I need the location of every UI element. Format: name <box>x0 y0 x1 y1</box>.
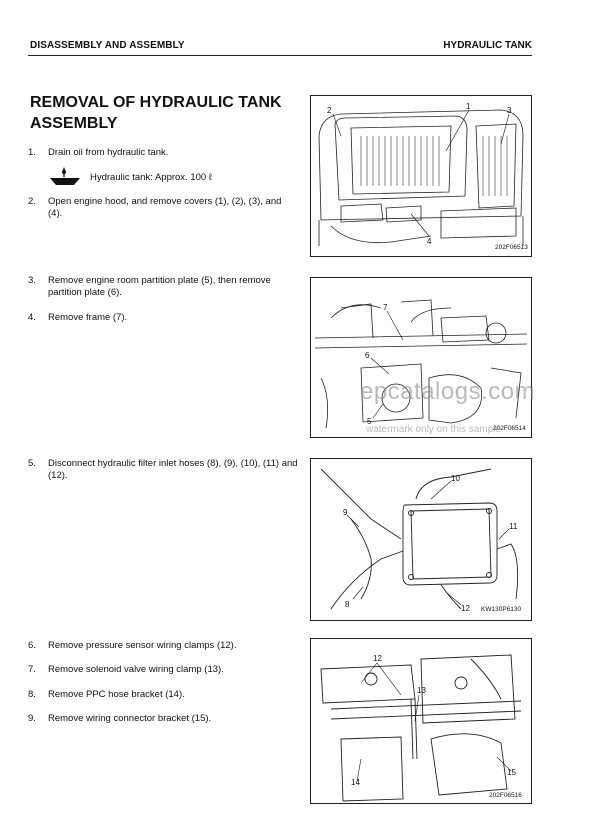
step-5 <box>28 458 298 482</box>
callout-14: 14 <box>351 778 360 787</box>
step-1 <box>28 147 298 159</box>
watermark-sub: watermark only on this sample <box>366 424 502 435</box>
callout-1: 1 <box>466 102 471 111</box>
figure-code: 202F06516 <box>489 792 522 799</box>
callout-4: 4 <box>427 237 432 246</box>
callout-3: 3 <box>507 106 512 115</box>
step-number: 9. <box>28 713 36 724</box>
callout-8: 8 <box>345 600 350 609</box>
figure-4-brackets <box>310 638 532 804</box>
step-number: 8. <box>28 689 36 700</box>
callout-11: 11 <box>509 522 518 531</box>
figure-3-filter-hoses <box>310 458 532 621</box>
figure-code: 202F06514 <box>493 425 526 432</box>
step-4 <box>28 312 298 324</box>
page-title: REMOVAL OF HYDRAULIC TANK ASSEMBLY <box>30 94 282 132</box>
step-number: 4. <box>28 312 36 323</box>
callout-5: 5 <box>367 417 372 426</box>
page-header-right: HYDRAULIC TANK <box>443 40 532 51</box>
step-7 <box>28 664 298 676</box>
step-text: Disconnect hydraulic filter inlet hoses (8), (9), (10), (11) and (12). <box>48 458 298 481</box>
step-text: Remove frame (7). <box>48 312 128 323</box>
step-number: 6. <box>28 640 36 651</box>
step-text: Remove solenoid valve wiring clamp (13). <box>48 664 224 675</box>
step-9 <box>28 713 298 725</box>
step-number: 7. <box>28 664 36 675</box>
drain-note-text: Hydraulic tank: Approx. 100 ℓ <box>90 172 212 183</box>
callout-2: 2 <box>327 106 332 115</box>
callout-13: 13 <box>417 686 426 695</box>
watermark-main: epcatalogs.com <box>360 378 536 405</box>
callout-9: 9 <box>343 508 348 517</box>
step-text: Open engine hood, and remove covers (1), (2), (3), and (4). <box>48 196 282 219</box>
step-8 <box>28 689 298 701</box>
figure-code: 202F06513 <box>495 244 528 251</box>
figure-2-partition-plates <box>310 277 532 438</box>
step-number: 1. <box>28 147 36 158</box>
oil-drain-icon <box>48 166 82 189</box>
step-number: 3. <box>28 275 36 286</box>
header-rule <box>28 55 532 56</box>
step-text: Remove wiring connector bracket (15). <box>48 713 212 724</box>
step-2 <box>28 196 298 220</box>
step-3 <box>28 275 298 299</box>
step-number: 5. <box>28 458 36 469</box>
callout-7: 7 <box>383 303 388 312</box>
callout-10: 10 <box>451 474 460 483</box>
step-text: Drain oil from hydraulic tank. <box>48 147 169 158</box>
figure-1-engine-covers <box>310 95 532 257</box>
callout-6: 6 <box>365 351 370 360</box>
figure-code: KW130P6130 <box>481 606 522 613</box>
step-text: Remove pressure sensor wiring clamps (12). <box>48 640 237 651</box>
step-text: Remove PPC hose bracket (14). <box>48 689 185 700</box>
page-header-left: DISASSEMBLY AND ASSEMBLY <box>30 40 185 51</box>
step-6 <box>28 640 298 652</box>
drain-note <box>48 166 212 189</box>
step-number: 2. <box>28 196 36 207</box>
callout-12: 12 <box>373 654 382 663</box>
step-text: Remove engine room partition plate (5), then remove partition plate (6). <box>48 275 271 298</box>
callout-12: 12 <box>461 604 470 613</box>
callout-15: 15 <box>507 768 516 777</box>
